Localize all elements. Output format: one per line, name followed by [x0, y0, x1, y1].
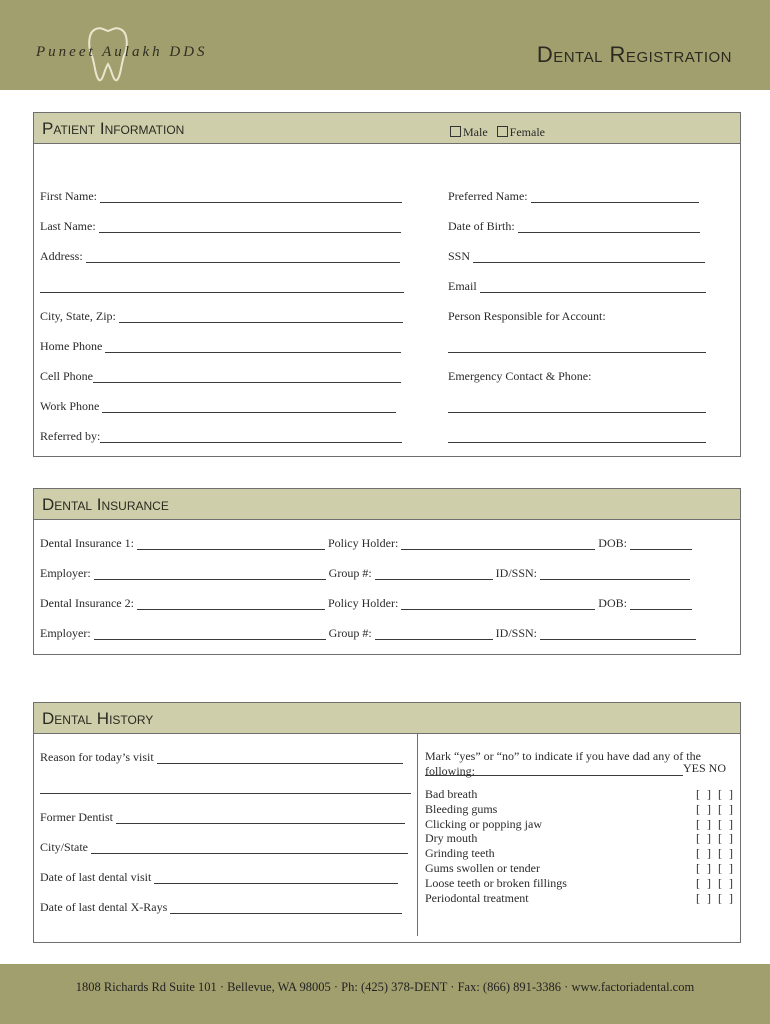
condition-list — [425, 787, 735, 905]
city-state-zip-row — [40, 309, 403, 323]
last-xrays-row — [40, 900, 402, 914]
first-name-row — [40, 189, 402, 203]
former-dentist-row — [40, 810, 405, 824]
work-phone-label: Work Phone — [40, 399, 100, 413]
cell-phone-label: Cell Phone — [40, 369, 93, 383]
address-line-2-row — [40, 279, 404, 293]
yes-no-checkboxes[interactable]: [ ] [ ] — [696, 860, 735, 875]
yes-no-checkboxes[interactable]: [ ] [ ] — [696, 816, 735, 831]
condition-row — [425, 846, 735, 861]
city-state-field[interactable] — [91, 843, 408, 854]
footer-band — [0, 964, 770, 1024]
male-checkbox[interactable] — [450, 126, 461, 137]
reason-field[interactable] — [157, 753, 403, 764]
female-label: Female — [509, 125, 545, 139]
cell-phone-row — [40, 369, 401, 383]
former-dentist-field[interactable] — [116, 813, 405, 824]
last-visit-label: Date of last dental visit — [40, 870, 152, 884]
yes-no-label: YES NO — [683, 761, 727, 775]
yes-no-checkboxes[interactable]: [ ] [ ] — [696, 801, 735, 816]
yes-no-rule — [425, 765, 683, 776]
ssn-row — [448, 249, 705, 263]
yes-no-checkboxes[interactable]: [ ] [ ] — [696, 890, 735, 905]
condition-label: Bad breath — [425, 787, 478, 801]
date-of-birth-field[interactable] — [518, 222, 700, 233]
date-of-birth-label: Date of Birth: — [448, 219, 515, 233]
condition-row — [425, 861, 735, 876]
employer-2-field[interactable] — [94, 629, 326, 640]
last-name-row — [40, 219, 401, 233]
condition-label: Clicking or popping jaw — [425, 816, 542, 831]
condition-label: Gums swollen or tender — [425, 860, 540, 875]
home-phone-row — [40, 339, 401, 353]
policy-holder-1-label: Policy Holder: — [327, 536, 399, 550]
gender-options — [450, 125, 545, 140]
insurance-1-field[interactable] — [137, 539, 325, 550]
dental-insurance-heading: Dental Insurance — [34, 489, 740, 520]
date-of-birth-row — [448, 219, 700, 233]
preferred-name-label: Preferred Name: — [448, 189, 528, 203]
emergency-contact-label: Emergency Contact & Phone: — [448, 369, 592, 383]
ssn-label: SSN — [448, 249, 471, 263]
emergency-contact-field-2[interactable] — [448, 432, 706, 443]
header-band — [0, 0, 770, 90]
last-visit-row — [40, 870, 398, 884]
condition-row — [425, 876, 735, 891]
emergency-contact-line-1-row — [448, 399, 706, 413]
referred-by-field[interactable] — [100, 432, 402, 443]
home-phone-label: Home Phone — [40, 339, 103, 353]
id-ssn-2-field[interactable] — [540, 629, 696, 640]
dental-insurance-section — [33, 488, 741, 655]
dob-1-label: DOB: — [598, 536, 627, 550]
last-name-label: Last Name: — [40, 219, 96, 233]
insurance-1-row — [40, 536, 692, 550]
reason-label: Reason for today’s visit — [40, 750, 154, 764]
practice-name: Puneet Aulakh DDS — [36, 44, 208, 60]
email-field[interactable] — [480, 282, 706, 293]
patient-information-section — [33, 112, 741, 457]
reason-row — [40, 750, 403, 764]
address-row — [40, 249, 400, 263]
preferred-name-field[interactable] — [531, 192, 699, 203]
condition-row — [425, 891, 735, 906]
referred-by-row — [40, 429, 402, 443]
condition-label: Bleeding gums — [425, 801, 498, 816]
id-ssn-1-field[interactable] — [540, 569, 690, 580]
yes-no-checkboxes[interactable]: [ ] [ ] — [696, 787, 735, 801]
emergency-contact-field-1[interactable] — [448, 402, 706, 413]
history-column-divider — [417, 734, 418, 936]
employer-2-row — [40, 626, 696, 640]
policy-holder-2-field[interactable] — [401, 599, 595, 610]
address-line-2-field[interactable] — [40, 282, 404, 293]
group-2-label: Group #: — [328, 626, 372, 640]
first-name-label: First Name: — [40, 189, 97, 203]
first-name-field[interactable] — [100, 192, 402, 203]
dob-2-field[interactable] — [630, 599, 692, 610]
insurance-1-label: Dental Insurance 1: — [40, 536, 134, 550]
condition-row — [425, 787, 735, 802]
dob-1-field[interactable] — [630, 539, 692, 550]
condition-label: Loose teeth or broken fillings — [425, 875, 567, 890]
yes-no-header — [425, 761, 726, 776]
insurance-2-row — [40, 596, 692, 610]
condition-row — [425, 817, 735, 832]
email-row — [448, 279, 706, 293]
male-label: Male — [463, 125, 488, 139]
group-1-label: Group #: — [328, 566, 372, 580]
condition-row — [425, 802, 735, 817]
emergency-contact-row — [448, 369, 591, 383]
last-xrays-field[interactable] — [170, 903, 402, 914]
dental-history-heading: Dental History — [34, 703, 740, 734]
responsible-party-label: Person Responsible for Account: — [448, 309, 606, 323]
address-field[interactable] — [86, 252, 400, 263]
female-checkbox[interactable] — [497, 126, 508, 137]
email-label: Email — [448, 279, 477, 293]
city-state-zip-label: City, State, Zip: — [40, 309, 116, 323]
yes-no-checkboxes[interactable]: [ ] [ ] — [696, 831, 735, 846]
id-ssn-1-label: ID/SSN: — [495, 566, 537, 580]
form-title: Dental Registration — [536, 42, 732, 67]
city-state-row — [40, 840, 408, 854]
yes-no-checkboxes[interactable]: [ ] [ ] — [696, 875, 735, 890]
group-2-field[interactable] — [375, 629, 493, 640]
city-state-label: City/State — [40, 840, 88, 854]
responsible-party-field[interactable] — [448, 342, 706, 353]
emergency-contact-line-2-row — [448, 429, 706, 443]
id-ssn-2-label: ID/SSN: — [495, 626, 537, 640]
former-dentist-label: Former Dentist — [40, 810, 113, 824]
condition-label: Grinding teeth — [425, 846, 495, 861]
cell-phone-field[interactable] — [93, 372, 401, 383]
work-phone-field[interactable] — [102, 402, 396, 413]
address-label: Address: — [40, 249, 83, 263]
insurance-2-label: Dental Insurance 2: — [40, 596, 134, 610]
last-name-field[interactable] — [99, 222, 401, 233]
condition-row — [425, 831, 735, 846]
policy-holder-2-label: Policy Holder: — [327, 596, 399, 610]
employer-2-label: Employer: — [40, 626, 91, 640]
dental-history-section — [33, 702, 741, 943]
dob-2-label: DOB: — [598, 596, 627, 610]
referred-by-label: Referred by: — [40, 429, 101, 443]
responsible-party-row — [448, 309, 606, 323]
ssn-field[interactable] — [473, 252, 705, 263]
work-phone-row — [40, 399, 396, 413]
insurance-2-field[interactable] — [137, 599, 325, 610]
yes-no-checkboxes[interactable]: [ ] [ ] — [696, 846, 735, 861]
reason-field-2[interactable] — [40, 783, 411, 794]
group-1-field[interactable] — [375, 569, 493, 580]
condition-label: Dry mouth — [425, 831, 478, 846]
city-state-zip-field[interactable] — [119, 312, 403, 323]
last-xrays-label: Date of last dental X-Rays — [40, 900, 168, 914]
history-instruction: Mark “yes” or “no” to indicate if you have dad any of the following: — [425, 749, 701, 778]
employer-1-row — [40, 566, 690, 580]
patient-information-heading: Patient Information — [34, 113, 740, 144]
policy-holder-1-field[interactable] — [401, 539, 595, 550]
preferred-name-row — [448, 189, 699, 203]
footer-contact: 1808 Richards Rd Suite 101 · Bellevue, WA 98005 · Ph: (425) 378-DENT · Fax: (866) 891-3386 · www.factoriadental.com — [75, 980, 695, 994]
home-phone-field[interactable] — [105, 342, 401, 353]
condition-label: Periodontal treatment — [425, 890, 529, 905]
reason-line-2-row — [40, 780, 411, 794]
last-visit-field[interactable] — [154, 873, 398, 884]
responsible-party-line-row — [448, 339, 706, 353]
employer-1-label: Employer: — [40, 566, 91, 580]
employer-1-field[interactable] — [94, 569, 326, 580]
